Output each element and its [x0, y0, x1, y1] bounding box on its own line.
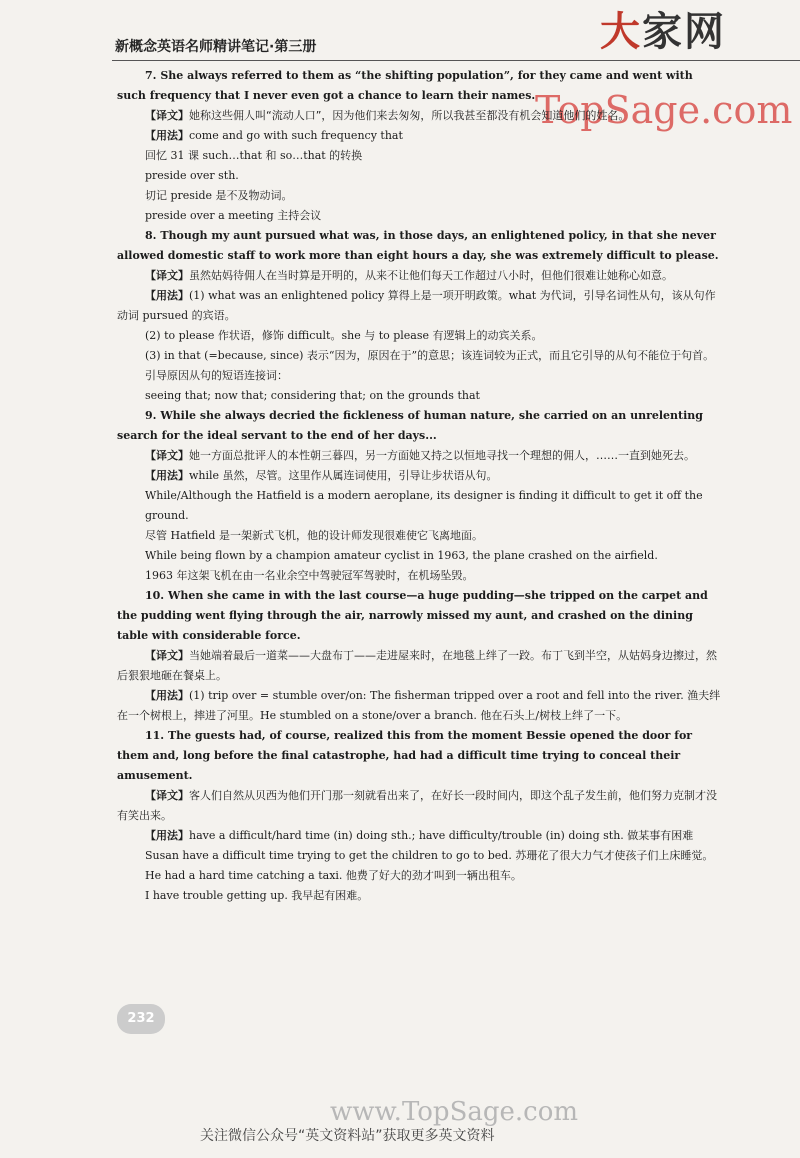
item-12: 引导原因从句的短语连接词： — [145, 369, 288, 382]
text: (1) trip over = stumble over/on: The fisherman tripped over a root and fell into the river. 渔夫绊在一个树根上，摔进了河里。He stumbled on a stone/over a branch. 他在石头上/树枝上绊了一下。 — [117, 689, 721, 722]
label: 【用法】 — [145, 129, 189, 142]
brand-logo-part-a: 大 — [600, 8, 642, 55]
label: 【用法】 — [145, 829, 189, 842]
label: 【译文】 — [145, 789, 189, 802]
item-8 — [117, 266, 722, 286]
item-22 — [117, 646, 722, 686]
item-23 — [117, 686, 722, 726]
label: 【用法】 — [145, 469, 189, 482]
item-16 — [117, 466, 722, 486]
header-rule — [112, 60, 800, 61]
item-9 — [117, 286, 722, 326]
item-6: preside over a meeting 主持会议 — [145, 209, 322, 222]
text: 客人们自然从贝西为他们开门那一刻就看出来了，在好长一段时间内，即这个乱子发生前，他们努力克制才没有笑出来。 — [117, 789, 717, 822]
text: 虽然姑妈待佣人在当时算是开明的，从来不让他们每天工作超过八小时，但他们很难让她称心如意。 — [189, 269, 673, 282]
item-21: 10. When she came in with the last course—a huge pudding—she tripped on the carpet and the pudding went flying through the air, narrowly missed my aunt, and crashed on the dining table with considerable force. — [117, 589, 708, 642]
footer-watermark: www.TopSage.com — [330, 1097, 579, 1127]
text: come and go with such frequency that — [189, 129, 403, 142]
item-26 — [117, 826, 722, 846]
item-24: 11. The guests had, of course, realized this from the moment Bessie opened the door for them and, long before the final catastrophe, had had a difficult time trying to conceal their amusement. — [117, 729, 693, 782]
page-header: 新概念英语名师精讲笔记·第三册 — [115, 39, 317, 55]
item-27: Susan have a difficult time trying to get the children to go to bed. 苏珊花了很大力气才使孩子们上床睡觉。He had a hard time catching a taxi. 他费了好大的劲才叫到一辆出租车。 — [145, 849, 714, 882]
text: (1) what was an enlightened policy 算得上是一项开明政策。what 为代词，引导名词性从句，该从句作动词 pursued 的宾语。 — [117, 289, 716, 322]
item-19: While being flown by a champion amateur cyclist in 1963, the plane crashed on the airfield. — [145, 549, 658, 562]
item-11: (3) in that (=because, since) 表示“因为，原因在于”的意思；该连词较为正式，而且它引导的从句不能位于句首。 — [145, 349, 715, 362]
item-17: While/Although the Hatfield is a modern aeroplane, its designer is finding it difficult to get it off the ground. — [145, 489, 703, 522]
footer-note: 关注微信公众号“英文资料站”获取更多英文资料 — [200, 1128, 495, 1144]
label: 【用法】 — [145, 689, 189, 702]
item-20: 1963 年这架飞机在由一名业余空中驾驶冠军驾驶时，在机场坠毁。 — [145, 569, 474, 582]
label: 【译文】 — [145, 449, 189, 462]
item-15 — [117, 446, 722, 466]
item-18: 尽管 Hatfield 是一架新式飞机，他的设计师发现很难使它飞离地面。 — [145, 529, 483, 542]
brand-watermark: TopSage.com — [535, 88, 793, 132]
text: have a difficult/hard time (in) doing sth.; have difficulty/trouble (in) doing sth. 做某事有困难 — [189, 829, 694, 842]
item-7: 8. Though my aunt pursued what was, in those days, an enlightened policy, in that she never allowed domestic staff to work more than eight hours a day, she was extremely difficult to please. — [117, 229, 719, 262]
item-13: seeing that; now that; considering that; on the grounds that — [145, 389, 480, 402]
item-0: 7. She always referred to them as “the shifting population”, for they came and went with such frequency that I never even got a chance to learn their names. — [117, 69, 693, 102]
item-2 — [117, 126, 722, 146]
text: 她称这些佣人叫“流动人口”，因为他们来去匆匆，所以我甚至都没有机会知道他们的姓名。 — [189, 109, 630, 122]
item-5: 切记 preside 是不及物动词。 — [145, 189, 293, 202]
content — [117, 66, 722, 906]
label: 【译文】 — [145, 109, 189, 122]
label: 【译文】 — [145, 269, 189, 282]
label: 【用法】 — [145, 289, 189, 302]
item-28: I have trouble getting up. 我早起有困难。 — [145, 889, 369, 902]
text: while 虽然，尽管。这里作从属连词使用，引导让步状语从句。 — [189, 469, 498, 482]
page-number: 232 — [117, 1004, 165, 1034]
label: 【译文】 — [145, 649, 189, 662]
text: 她一方面总批评人的本性朝三暮四，另一方面她又持之以恒地寻找一个理想的佣人，……一直到她死去。 — [189, 449, 695, 462]
brand-logo — [600, 0, 790, 56]
text: 当她端着最后一道菜——大盘布丁——走进屋来时，在地毯上绊了一跤。布丁飞到半空，从姑妈身边擦过，然后狠狠地砸在餐桌上。 — [117, 649, 717, 682]
brand-logo-part-b: 家网 — [642, 8, 726, 55]
item-4: preside over sth. — [145, 169, 239, 182]
item-25 — [117, 786, 722, 826]
item-10: (2) to please 作状语，修饰 difficult。she 与 to please 有逻辑上的动宾关系。 — [145, 329, 543, 342]
item-14: 9. While she always decried the fickleness of human nature, she carried on an unrelenting search for the ideal servant to the end of her days... — [117, 409, 703, 442]
item-1 — [117, 106, 722, 126]
item-3: 回忆 31 课 such…that 和 so…that 的转换 — [145, 149, 363, 162]
